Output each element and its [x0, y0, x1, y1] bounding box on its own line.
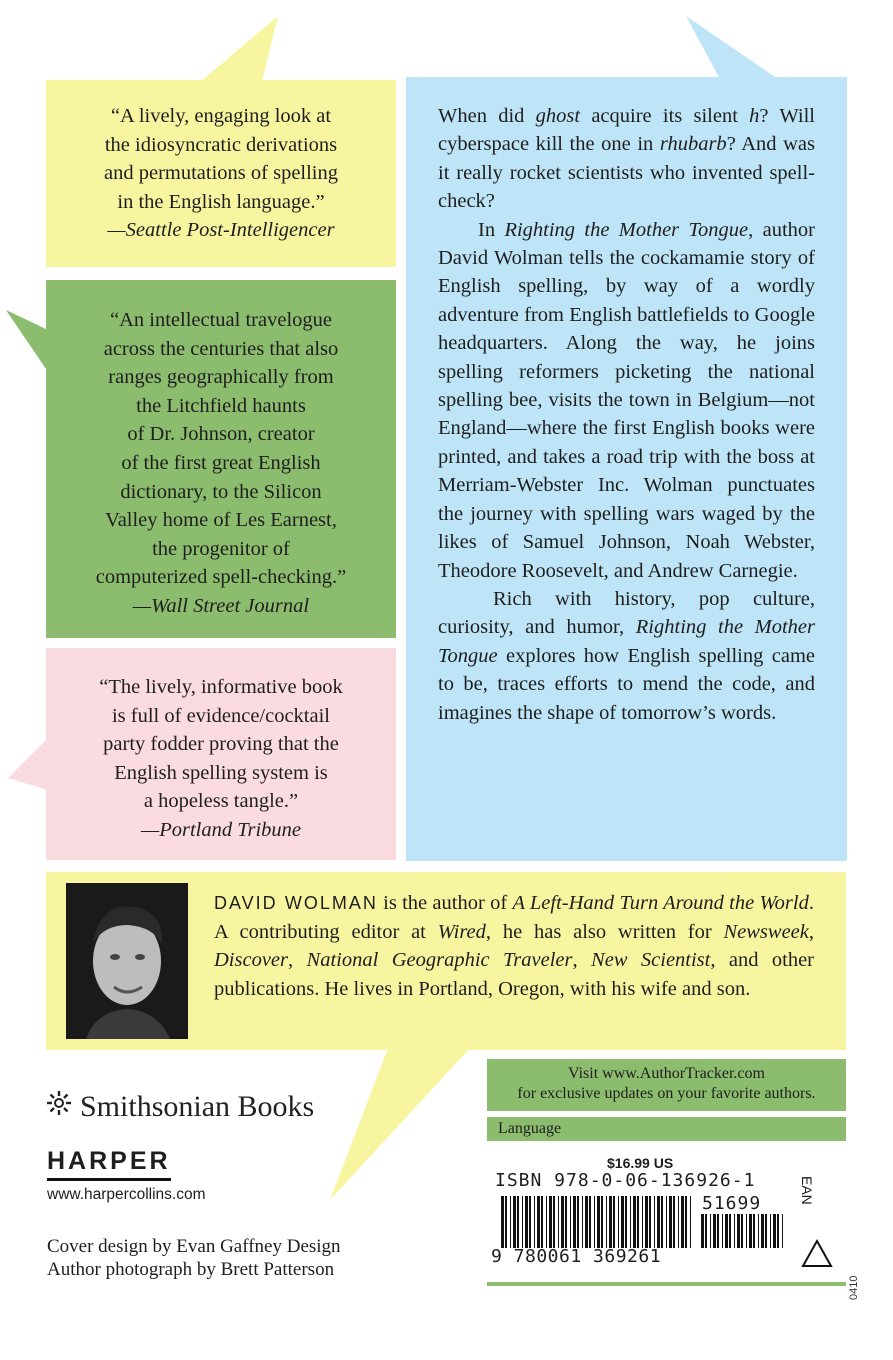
harper-logo: HARPER: [47, 1147, 171, 1181]
barcode-bar: [705, 1214, 707, 1248]
isbn-text: ISBN 978-0-06-136926-1: [495, 1170, 756, 1191]
barcode-bar: [621, 1196, 624, 1248]
barcode-bar: [618, 1196, 619, 1248]
barcode-bar: [582, 1196, 583, 1248]
barcode-bar: [534, 1196, 535, 1248]
barcode-bar: [746, 1214, 747, 1248]
barcode-bar: [741, 1214, 743, 1248]
barcode-bar: [770, 1214, 771, 1248]
barcode-bar: [678, 1196, 679, 1248]
author-photo: [66, 883, 188, 1039]
credits: [47, 1235, 341, 1281]
author-tracker-line-1: Visit www.AuthorTracker.com: [568, 1065, 765, 1082]
blue-bubble-tail: [686, 16, 778, 79]
barcode-bar: [513, 1196, 516, 1248]
barcode-bar: [669, 1196, 672, 1248]
barcode-bar: [642, 1196, 643, 1248]
barcode-bar: [606, 1196, 607, 1248]
barcode-bar: [525, 1196, 528, 1248]
photo-credit: Author photograph by Brett Patterson: [47, 1259, 335, 1280]
barcode-bar: [541, 1196, 543, 1248]
barcode-bar: [749, 1214, 752, 1248]
description-paragraph-1: When did ghost acquire its silent h? Will cyberspace kill the one in rhubarb? And was it really rocket scientists who invented spell-check?: [438, 105, 815, 213]
category-label: Language: [487, 1117, 846, 1141]
cover-design-credit: Cover design by Evan Gaffney Design: [47, 1236, 341, 1257]
price-code: 51699: [702, 1193, 762, 1214]
barcode-bar: [773, 1214, 776, 1248]
barcode-bar: [594, 1196, 595, 1248]
author-bio-box: [46, 872, 846, 1050]
barcode-bar: [522, 1196, 523, 1248]
barcode-bar: [609, 1196, 612, 1248]
barcode-bar: [577, 1196, 579, 1248]
barcode-bar: [570, 1196, 571, 1248]
barcode-bar: [701, 1214, 704, 1248]
barcode-bar: [645, 1196, 648, 1248]
barcode-bar: [501, 1196, 504, 1248]
barcode-bar: [753, 1214, 755, 1248]
book-description: [406, 77, 847, 861]
barcode-bar: [537, 1196, 540, 1248]
quote-source: —Seattle Post-Intelligencer: [107, 219, 335, 242]
barcode-bar: [657, 1196, 660, 1248]
barcode-bar: [765, 1214, 767, 1248]
barcode-bar: [505, 1196, 507, 1248]
barcode-bar: [666, 1196, 667, 1248]
barcode-bar: [529, 1196, 531, 1248]
quote-portland: [46, 648, 396, 860]
barcode-bar: [613, 1196, 615, 1248]
barcode-bar: [573, 1196, 576, 1248]
barcode-bar: [681, 1196, 684, 1248]
barcode-bar: [585, 1196, 588, 1248]
barcode-bar: [729, 1214, 731, 1248]
barcode-bar: [761, 1214, 764, 1248]
barcode-bar: [549, 1196, 552, 1248]
barcode-bar: [561, 1196, 564, 1248]
smithsonian-books-logo: Smithsonian Books: [46, 1088, 314, 1124]
barcode-bar: [777, 1214, 779, 1248]
barcode-bar: [782, 1214, 783, 1248]
barcode-bar: [510, 1196, 511, 1248]
barcode-bar: [710, 1214, 711, 1248]
yellow-bubble-tail: [200, 16, 278, 82]
vertical-code: 0410: [848, 1275, 860, 1300]
barcode-bar: [589, 1196, 591, 1248]
barcode-bar: [625, 1196, 627, 1248]
author-name: DAVID WOLMAN: [214, 893, 378, 913]
description-paragraph-2: In Righting the Mother Tongue, author David Wolman tells the cockamamie story of English spelling, by way of a wordly adventure from English battlefields to Google headquarters. Along the way, he joins spelling reformers picketing the national spelling bee, visits the town in Belgium—not England—where the first English books were printed, and takes a road trip with the boss at Merriam-Webster Inc. Wolman punctuates the journey with spelling wars waged by the likes of Samuel Johnson, Noah Webster, Theodore Roosevelt, and Andrew Carnegie.: [438, 218, 815, 582]
price: $16.99 US: [607, 1155, 674, 1171]
smithsonian-sunburst-icon: [46, 1090, 72, 1124]
quote-text: “A lively, engaging look at the idiosyncratic derivations and permutations of spelling in the English language.”: [104, 105, 338, 213]
triangle-icon: [803, 1241, 831, 1266]
barcode-bar: [661, 1196, 663, 1248]
barcode-bar: [722, 1214, 723, 1248]
barcode-bar: [597, 1196, 600, 1248]
publisher-url: www.harpercollins.com: [47, 1186, 206, 1203]
barcode-bar: [690, 1196, 691, 1248]
price-barcode-bars: [701, 1214, 783, 1248]
barcode-bar: [685, 1196, 687, 1248]
author-bubble-tail: [330, 1048, 470, 1200]
barcode-bar: [737, 1214, 740, 1248]
pink-bubble-tail: [8, 738, 48, 790]
quote-text: “The lively, informative book is full of evidence/cocktail party fodder proving that the English spelling system is a hopeless tangle.”: [99, 676, 343, 813]
quote-text: “An intellectual travelogue across the centuries that also ranges geographically from the Litchfield haunts of Dr. Johnson, creator of the first great English dictionary, to the Silicon Valley home of Les Earnest, the progenitor of computerized spell-checking.”: [95, 309, 347, 589]
author-bio-text: DAVID WOLMAN is the author of A Left-Hand Turn Around the World. A contributing editor at Wired, he has also written for Newsweek, Discover, National Geographic Traveler, New Scientist, and other publications. He lives in Portland, Oregon, with his wife and son.: [214, 892, 815, 1000]
description-paragraph-3: Rich with history, pop culture, curiosity, and humor, Righting the Mother Tongue explores how English spelling came to be, traces efforts to mend the code, and imagines the shape of tomorrow’s words.: [438, 587, 815, 724]
barcode-bar: [673, 1196, 675, 1248]
barcode-bar: [734, 1214, 735, 1248]
green-bubble-tail: [6, 310, 48, 372]
barcode-bar: [758, 1214, 759, 1248]
barcode-bar: [546, 1196, 547, 1248]
barcode-area: [487, 1148, 846, 1286]
quote-wsj: [46, 280, 396, 638]
barcode-bar: [558, 1196, 559, 1248]
ean-label: EAN: [799, 1176, 815, 1205]
author-tracker-line-2: for exclusive updates on your favorite authors.: [517, 1085, 816, 1102]
quote-seattle: [46, 80, 396, 267]
barcode-bar: [553, 1196, 555, 1248]
barcode-bar: [654, 1196, 655, 1248]
isbn-barcode-bars: [501, 1196, 691, 1248]
barcode-bar: [713, 1214, 716, 1248]
author-tracker-box: [487, 1059, 846, 1111]
barcode-bar: [725, 1214, 728, 1248]
quote-source: —Wall Street Journal: [132, 594, 310, 617]
barcode-bar: [630, 1196, 631, 1248]
barcode-number: 9 780061 369261: [491, 1246, 662, 1267]
quote-source: —Portland Tribune: [140, 818, 302, 841]
barcode-bar: [717, 1214, 719, 1248]
barcode-bar: [633, 1196, 636, 1248]
barcode-bar: [649, 1196, 651, 1248]
barcode-bar: [565, 1196, 567, 1248]
green-rule: [487, 1282, 846, 1286]
barcode-bar: [637, 1196, 639, 1248]
barcode-bar: [517, 1196, 519, 1248]
barcode-bar: [601, 1196, 603, 1248]
